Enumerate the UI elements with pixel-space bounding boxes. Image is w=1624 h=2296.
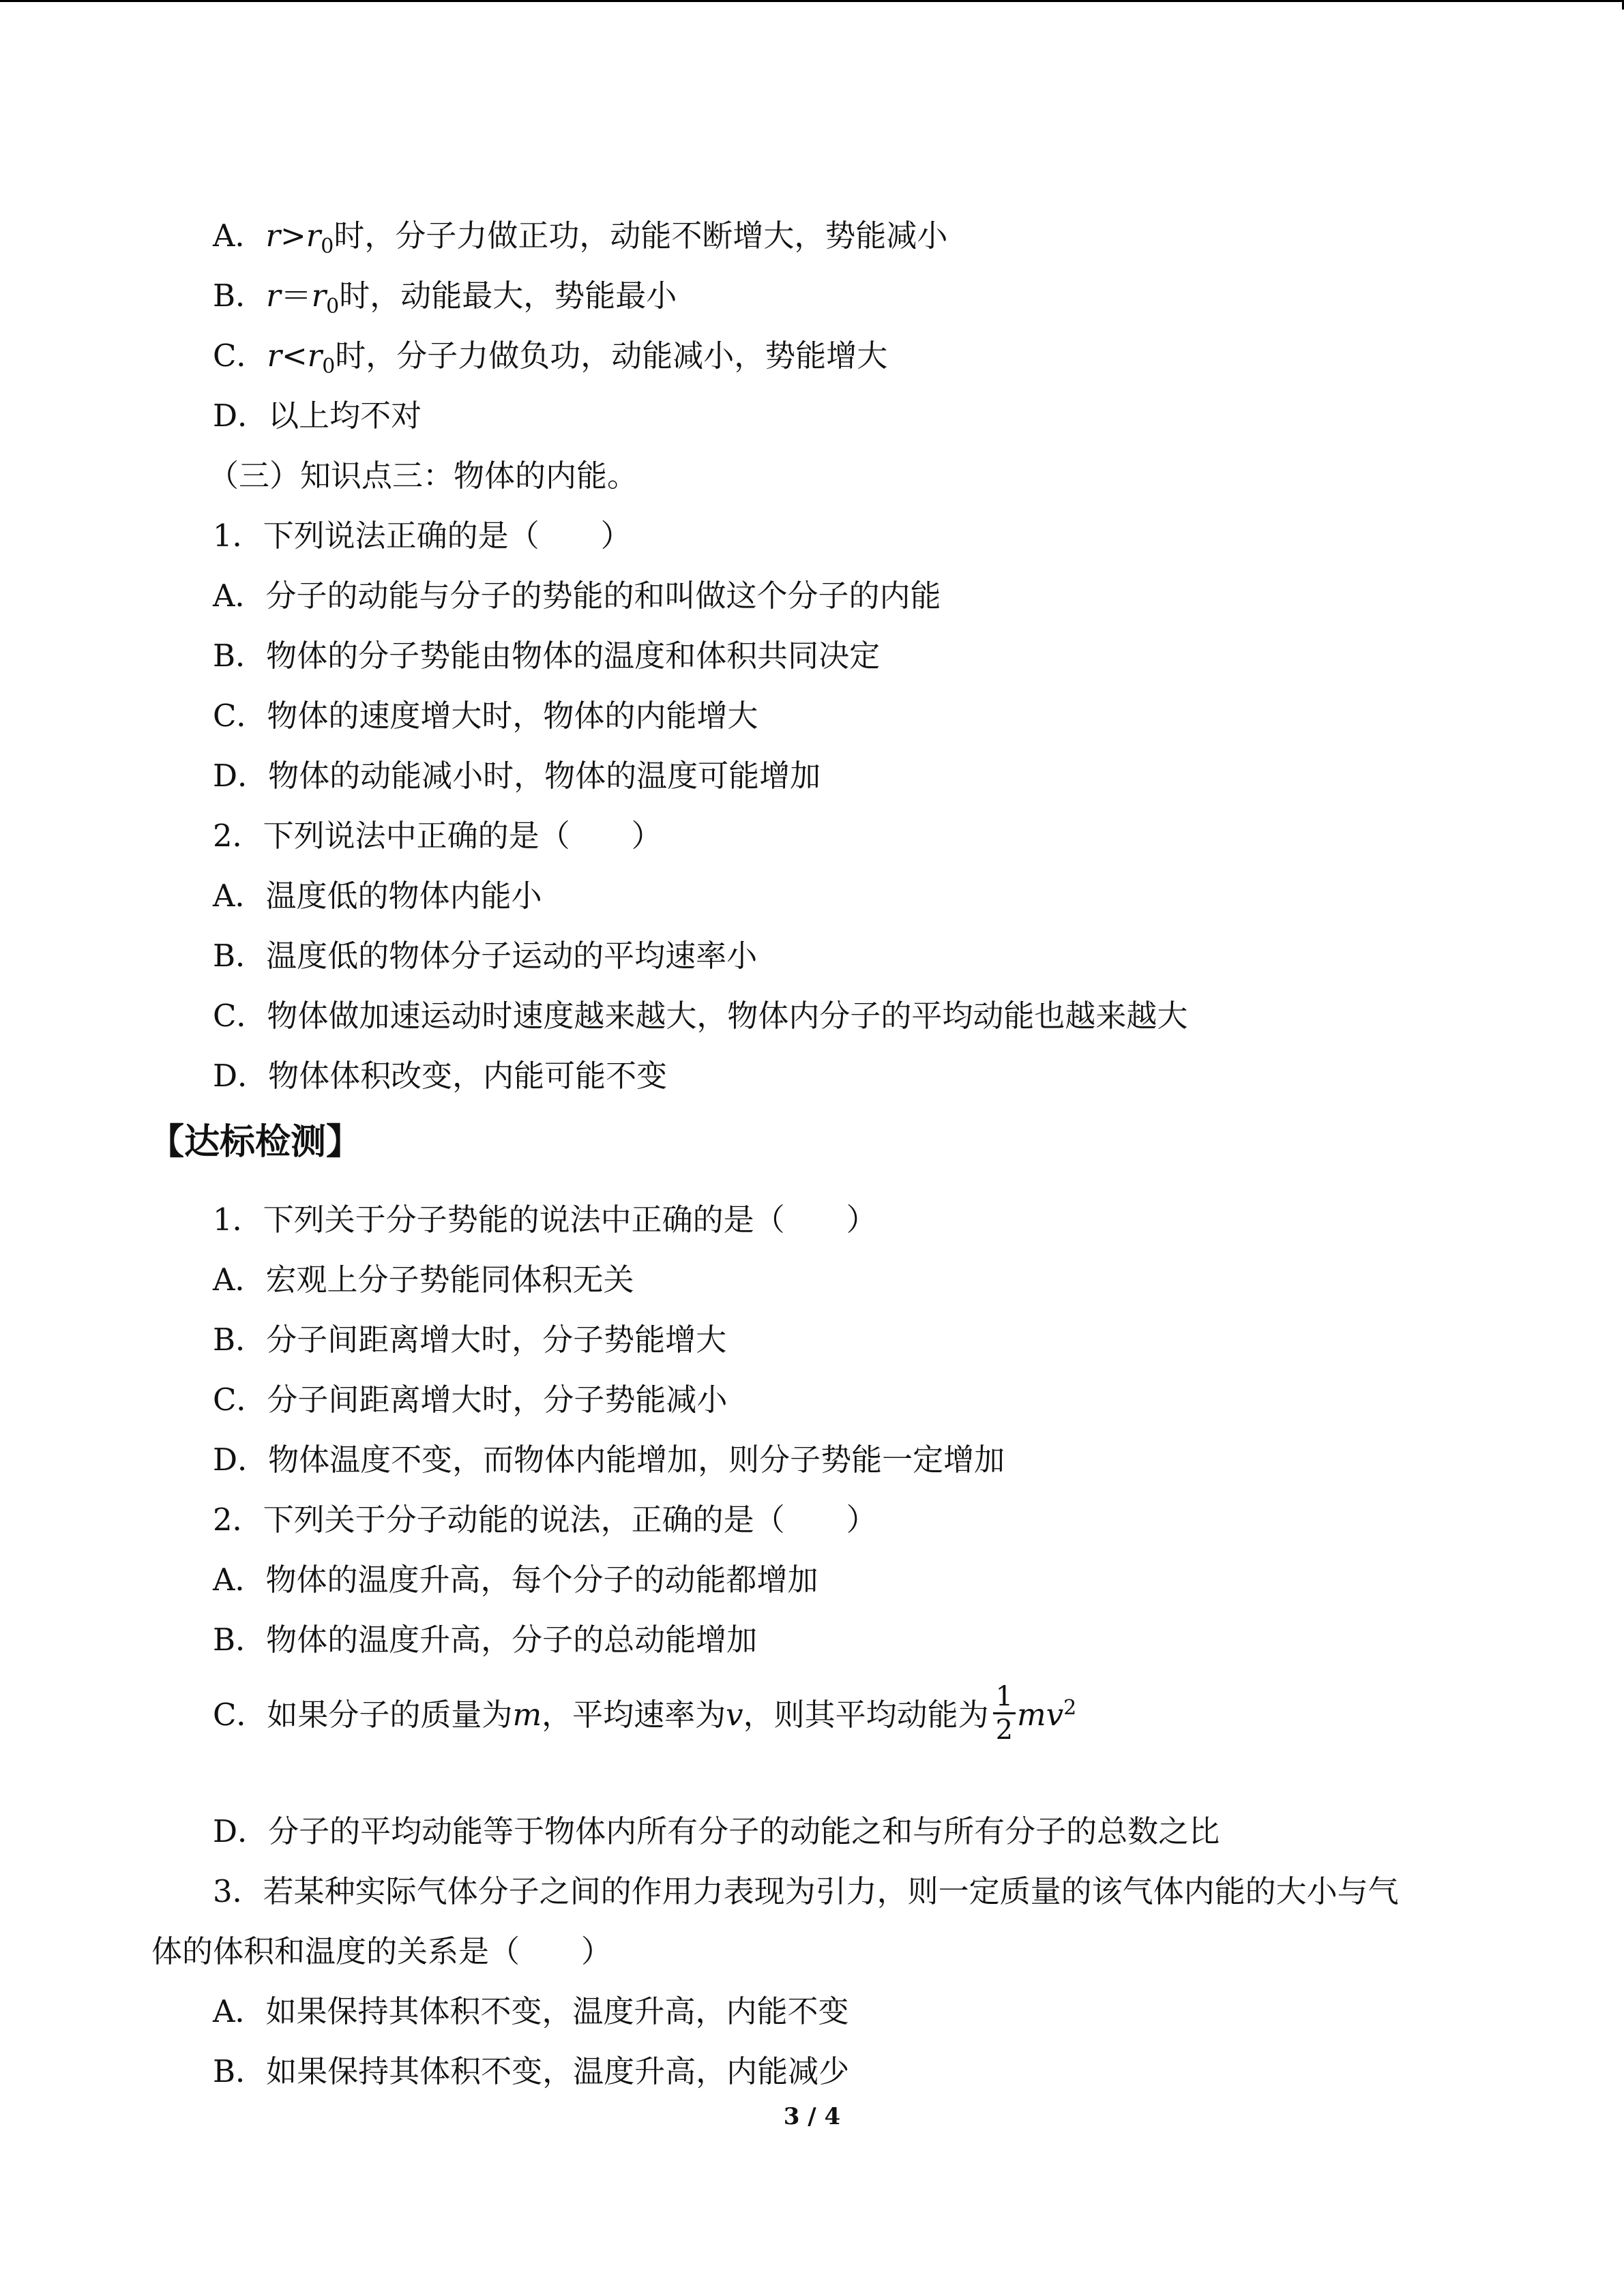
page-number: 3 / 4 (783, 2103, 841, 2130)
var-r: r (266, 278, 281, 314)
option-text: 时，分子力做正功，动能不断增大，势能减小 (334, 218, 948, 254)
superscript: 2 (1063, 1696, 1077, 1720)
var-r: r (265, 218, 281, 254)
var-r: r (267, 338, 282, 374)
var-r0: r (307, 338, 323, 374)
block1-option-b (213, 275, 677, 316)
block1-option-c (213, 336, 887, 376)
option-text: C．如果分子的质量为 (213, 1697, 513, 1733)
kp3-q1-stem: 1．下列说法正确的是（ ） (213, 518, 632, 554)
operator: < (281, 338, 308, 374)
knowledge-point-heading: （三）知识点三：物体的内能。 (208, 458, 638, 494)
block1-option-a (213, 215, 947, 256)
top-border-rule (0, 0, 1624, 2)
test-q3-option-b: B．如果保持其体积不变，温度升高，内能减少 (213, 2053, 850, 2089)
test-q1-stem: 1．下列关于分子势能的说法中正确的是（ ） (213, 1202, 877, 1238)
var-r0: r (311, 278, 327, 314)
test-q2-option-b: B．物体的温度升高，分子的总动能增加 (213, 1622, 758, 1658)
kp3-q2-stem: 2．下列说法中正确的是（ ） (213, 818, 662, 854)
test-q1-option-a: A．宏观上分子势能同体积无关 (213, 1262, 634, 1298)
test-q2-option-a: A．物体的温度升高，每个分子的动能都增加 (213, 1562, 818, 1598)
test-q2-option-d: D．分子的平均动能等于物体内所有分子的动能之和与所有分子的总数之比 (213, 1813, 1220, 1849)
test-q3-stem-line2: 体的体积和温度的关系是（ ） (151, 1933, 612, 1969)
subscript: 0 (326, 295, 340, 318)
operator: > (280, 218, 306, 254)
test-q1-option-d: D．物体温度不变，而物体内能增加，则分子势能一定增加 (213, 1442, 1005, 1478)
test-q1-option-c: C．分子间距离增大时，分子势能减小 (213, 1382, 728, 1418)
subscript: 0 (322, 355, 336, 378)
test-q2-option-c (213, 1671, 1076, 1746)
kp3-q1-option-b: B．物体的分子势能由物体的温度和体积共同决定 (213, 638, 881, 674)
option-label: A． (213, 218, 266, 254)
fraction-denominator: 2 (995, 1714, 1014, 1746)
kp3-q2-option-a: A．温度低的物体内能小 (213, 878, 542, 914)
var-r0: r (306, 218, 321, 254)
test-q1-option-b: B．分子间距离增大时，分子势能增大 (213, 1322, 727, 1358)
option-text: 时，动能最大，势能最小 (339, 278, 677, 314)
test-q3-option-a: A．如果保持其体积不变，温度升高，内能不变 (213, 1993, 849, 2029)
option-label: C． (213, 338, 267, 374)
var-v: v (726, 1697, 743, 1733)
option-text: 时，分子力做负功，动能减小，势能增大 (335, 338, 888, 374)
kp3-q1-option-d: D．物体的动能减小时，物体的温度可能增加 (213, 758, 821, 794)
test-q3-stem-line1: 3．若某种实际气体分子之间的作用力表现为引力，则一定质量的该气体内能的大小与气 (213, 1873, 1399, 1909)
section-heading: 【达标检测】 (149, 1122, 362, 1163)
fraction-numerator: 1 (993, 1681, 1016, 1714)
kp3-q1-option-c: C．物体的速度增大时，物体的内能增大 (213, 698, 758, 734)
block1-option-d: D．以上均不对 (213, 398, 422, 434)
option-text: ，平均速率为 (542, 1697, 726, 1733)
option-text: ，则其平均动能为 (743, 1697, 989, 1733)
option-label: B． (213, 278, 267, 314)
test-q2-stem: 2．下列关于分子动能的说法，正确的是（ ） (213, 1502, 877, 1538)
operator: ＝ (280, 278, 312, 314)
var-m: m (512, 1697, 542, 1733)
subscript: 0 (321, 235, 334, 258)
fraction (993, 1681, 1016, 1746)
kp3-q2-option-d: D．物体体积改变，内能可能不变 (213, 1058, 668, 1094)
var-mv: mv (1017, 1697, 1064, 1733)
kp3-q2-option-c: C．物体做加速运动时速度越来越大，物体内分子的平均动能也越来越大 (213, 998, 1188, 1034)
kp3-q1-option-a: A．分子的动能与分子的势能的和叫做这个分子的内能 (213, 578, 941, 614)
kp3-q2-option-b: B．温度低的物体分子运动的平均速率小 (213, 938, 758, 974)
